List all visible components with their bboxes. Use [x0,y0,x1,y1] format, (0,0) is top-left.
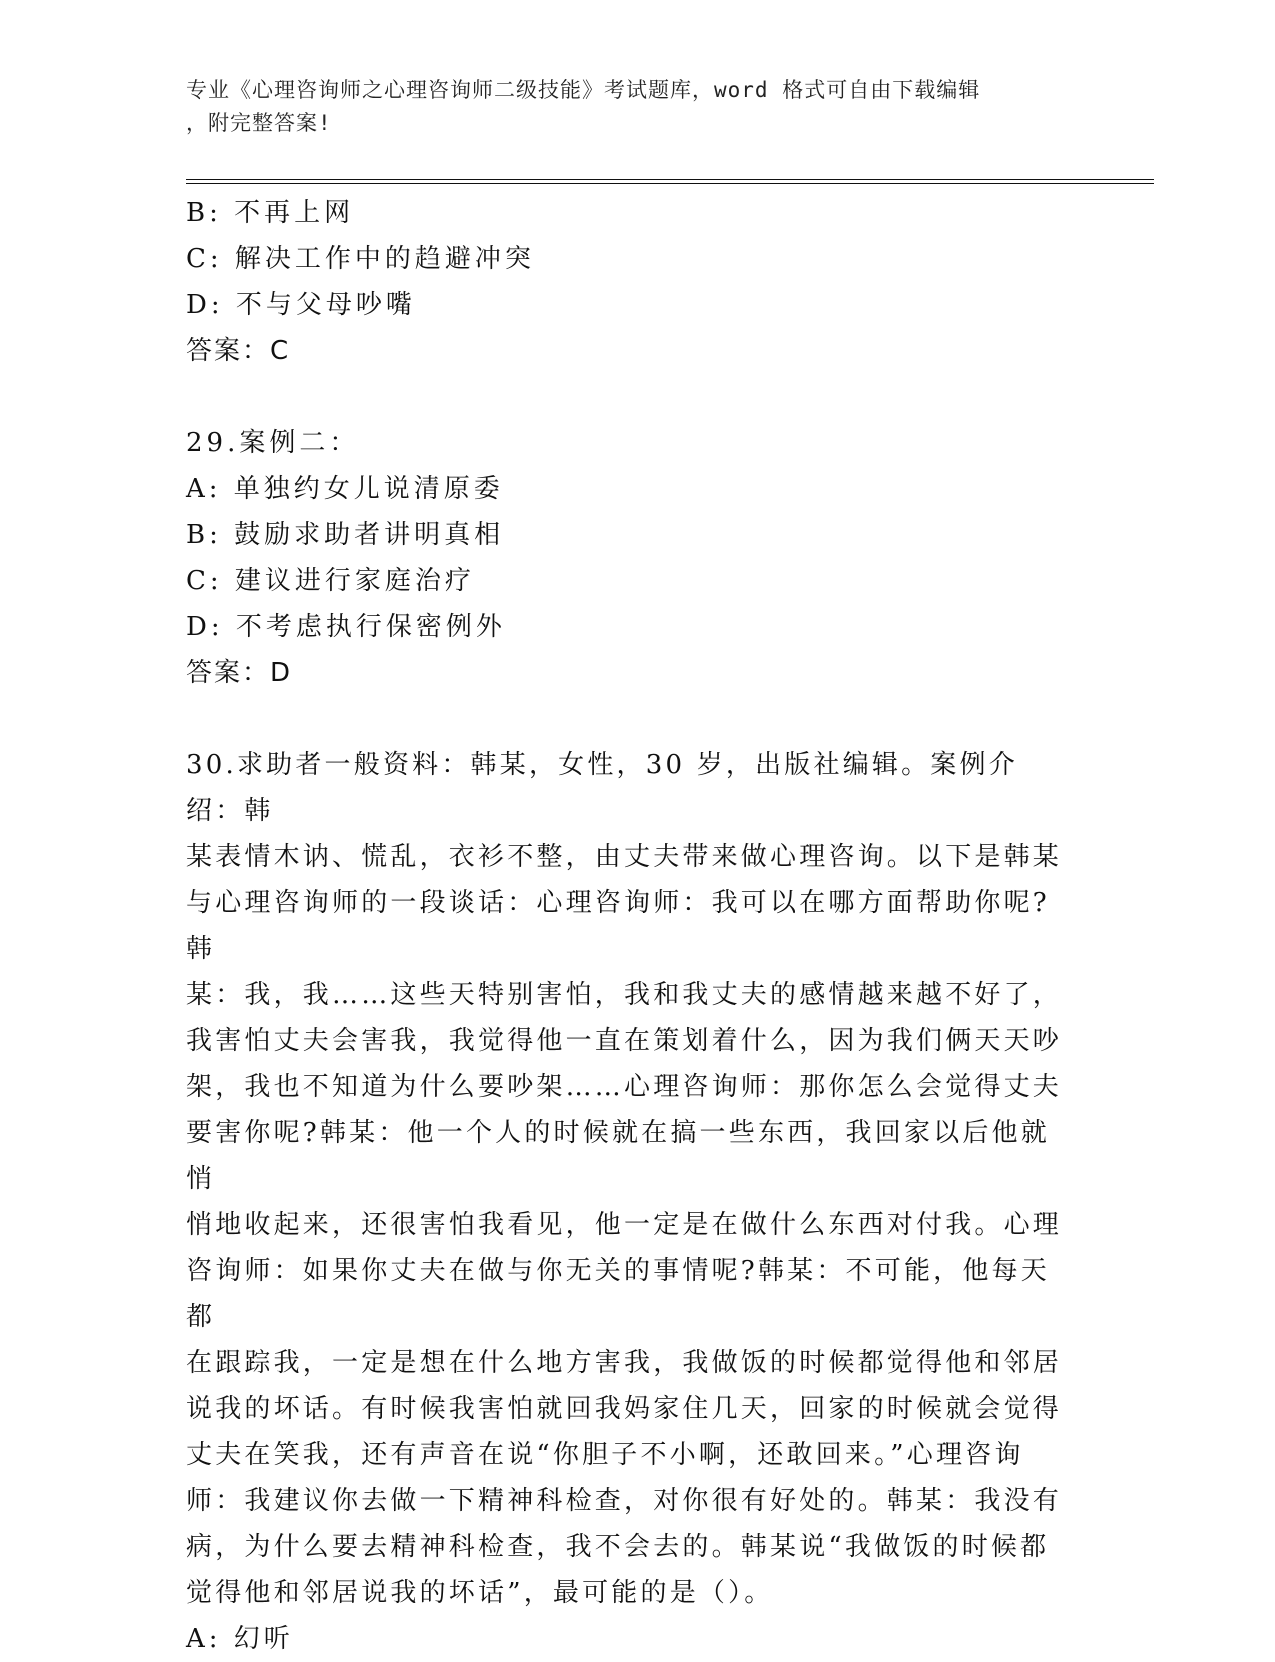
stem-line: 30.求助者一般资料：韩某，女性，30 岁，出版社编辑。案例介绍：韩 [186,750,1018,826]
option-c: C: 解决工作中的趋避冲突 [186,244,535,274]
option-c: C: 建议进行家庭治疗 [186,566,475,596]
stem-line: 咨询师：如果你丈夫在做与你无关的事情呢?韩某：不可能，他每天都 [186,1256,1050,1332]
stem-line: 要害你呢?韩某：他一个人的时候就在搞一些东西，我回家以后他就悄 [186,1118,1050,1194]
spacer [186,696,1086,742]
stem-line: 与心理咨询师的一段谈话：心理咨询师：我可以在哪方面帮助你呢?韩 [186,888,1050,964]
answer-line: 答案：D [186,658,293,688]
option-a: A: 单独约女儿说清原委 [186,474,504,504]
question-29 [186,420,1086,696]
stem-line: 我害怕丈夫会害我，我觉得他一直在策划着什么，因为我们俩天天吵 [186,1026,1063,1056]
answer-line: 答案：C [186,336,291,366]
question-stem [186,742,1066,1616]
question-stem: 29.案例二： [186,428,360,458]
header-line-1: 专业《心理咨询师之心理咨询师二级技能》考试题库，word 格式可自由下载编辑 [186,78,981,102]
stem-line: 病，为什么要去精神科检查，我不会去的。韩某说“我做饭的时候都 [186,1532,1050,1562]
stem-line: 说我的坏话。有时候我害怕就回我妈家住几天，回家的时候就会觉得 [186,1394,1063,1424]
stem-line: 某：我，我……这些天特别害怕，我和我丈夫的感情越来越不好了， [186,980,1063,1010]
spacer [186,374,1086,420]
stem-line: 某表情木讷、慌乱，衣衫不整，由丈夫带来做心理咨询。以下是韩某 [186,842,1063,872]
stem-line: 觉得他和邻居说我的坏话”，最可能的是（）。 [186,1578,774,1608]
header-divider-top [186,179,1154,180]
stem-line: 在跟踪我，一定是想在什么地方害我，我做饭的时候都觉得他和邻居 [186,1348,1063,1378]
stem-line: 架，我也不知道为什么要吵架……心理咨询师：那你怎么会觉得丈夫 [186,1072,1063,1102]
option-d: D: 不考虑执行保密例外 [186,612,506,642]
document-header [186,74,1076,140]
option-d: D: 不与父母吵嘴 [186,290,416,320]
stem-line: 丈夫在笑我，还有声音在说“你胆子不小啊，还敢回来。”心理咨询 [186,1440,1024,1470]
option-a: A: 幻听 [186,1624,294,1654]
option-b: B: 鼓励求助者讲明真相 [186,520,505,550]
stem-line: 师：我建议你去做一下精神科检查，对你很有好处的。韩某：我没有 [186,1486,1063,1516]
header-divider-bottom [186,183,1154,184]
header-line-2: ，附完整答案! [186,111,332,135]
document-body [186,190,1086,1662]
question-28-continued [186,190,1086,374]
stem-line: 悄地收起来，还很害怕我看见，他一定是在做什么东西对付我。心理 [186,1210,1063,1240]
question-30 [186,742,1086,1662]
option-b: B: 不再上网 [186,198,355,228]
